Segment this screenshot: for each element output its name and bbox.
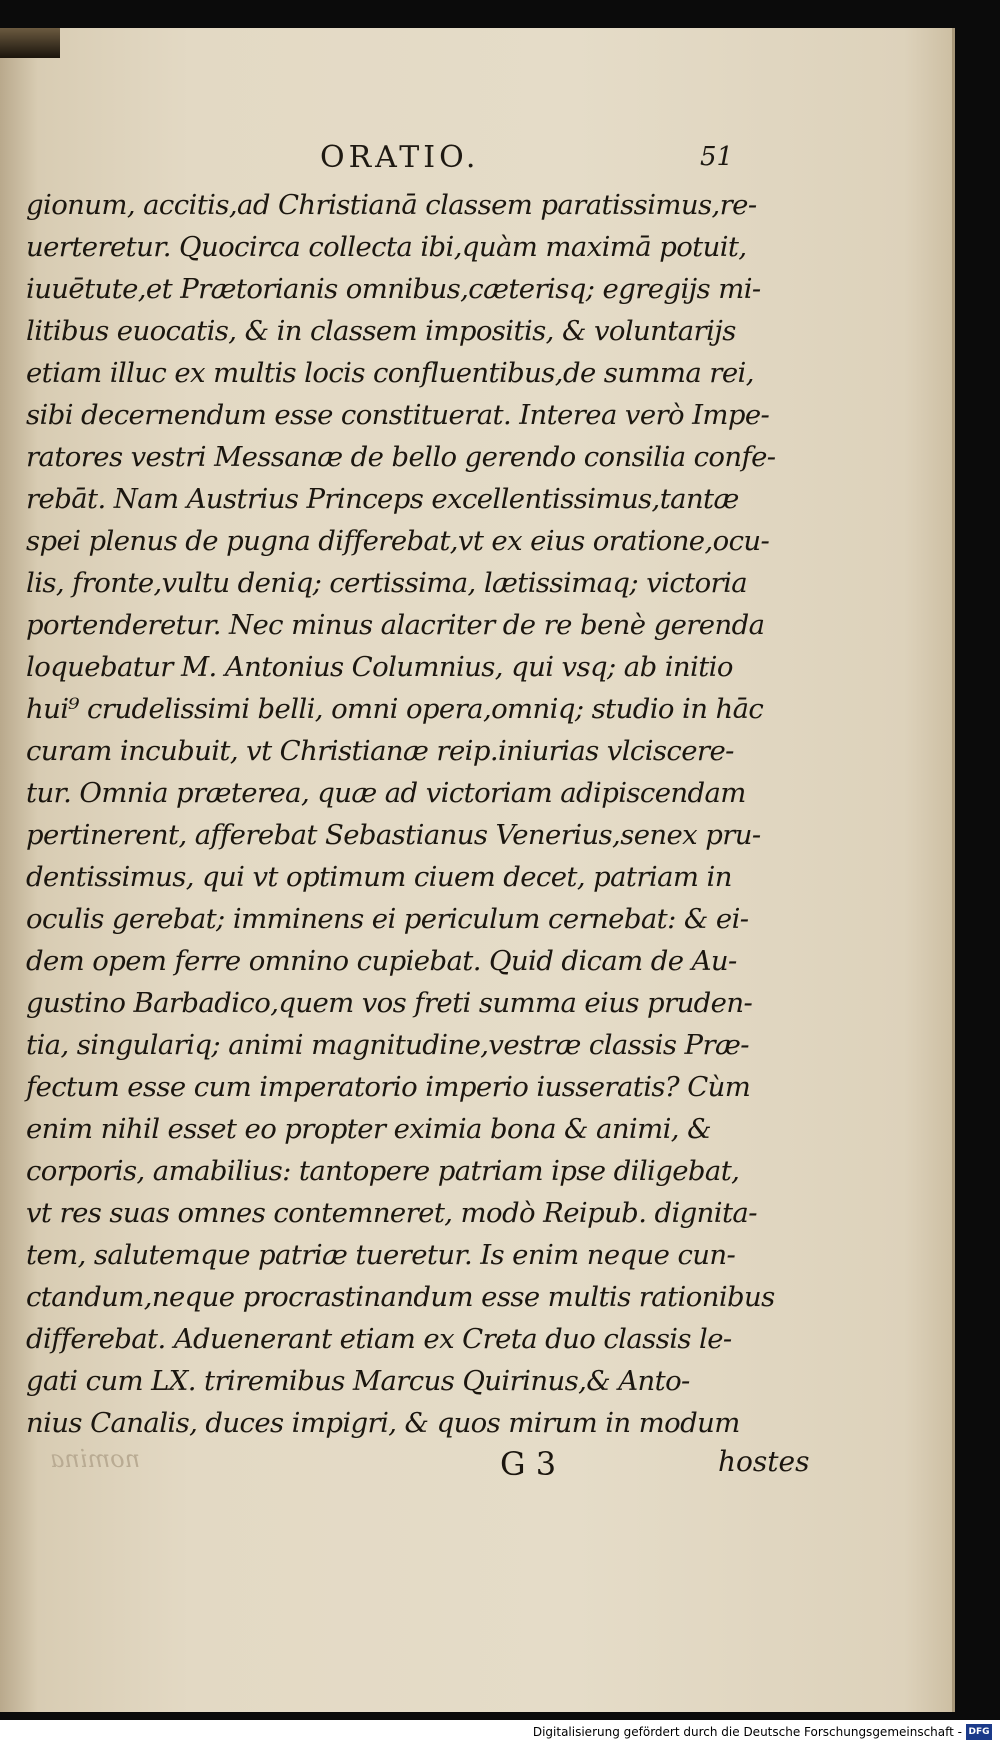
text-line: enim nihil esset eo propter eximia bona & animi, & <box>26 1113 711 1145</box>
text-line: corporis, amabilius: tantopere patriam ipse diligebat, <box>26 1155 740 1187</box>
text-line: fectum esse cum imperatorio imperio iusseratis? Cùm <box>26 1071 751 1103</box>
text-line: dentissimus, qui vt optimum ciuem decet, patriam in <box>26 861 732 893</box>
text-line: dem opem ferre omnino cupiebat. Quid dicam de Au- <box>26 945 737 977</box>
text-line: oculis gerebat; imminens ei periculum cernebat: & ei- <box>26 903 749 935</box>
text-line: rebāt. Nam Austrius Princeps excellentissimus,tantæ <box>26 483 739 515</box>
text-line: etiam illuc ex multis locis confluentibus,de summa rei, <box>26 357 754 389</box>
dfg-logo-icon: DFG <box>966 1724 992 1740</box>
text-line: loquebatur M. Antonius Columnius, qui vsq; ab initio <box>26 651 733 683</box>
text-line: tur. Omnia præterea, quæ ad victoriam adipiscendam <box>26 777 746 809</box>
text-line: ratores vestri Messanæ de bello gerendo consilia confe- <box>26 441 776 473</box>
text-line: spei plenus de pugna differebat,vt ex eius oratione,ocu- <box>26 525 770 557</box>
show-through-text: nomina <box>50 1445 141 1473</box>
text-line: tia, singulariq; animi magnitudine,vestræ classis Præ- <box>26 1029 749 1061</box>
text-line: gati cum LX. triremibus Marcus Quirinus,& Anto- <box>26 1365 690 1397</box>
text-line: nius Canalis, duces impigri, & quos mirum in modum <box>26 1407 740 1439</box>
text-line: vt res suas omnes contemneret, modò Reipub. dignita- <box>26 1197 757 1229</box>
text-line: gustino Barbadico,quem vos freti summa eius pruden- <box>26 987 753 1019</box>
text-line: iuuētute,et Prætorianis omnibus,cæterisq; egregijs mi- <box>26 273 761 305</box>
text-line: pertinerent, afferebat Sebastianus Venerius,senex pru- <box>26 819 761 851</box>
body-text <box>26 184 796 1444</box>
funding-credit: Digitalisierung gefördert durch die Deutsche Forschungsgemeinschaft - <box>532 1725 962 1739</box>
text-line: ctandum,neque procrastinandum esse multis rationibus <box>26 1281 775 1313</box>
signature-mark: G 3 <box>500 1445 557 1483</box>
text-line: differebat. Aduenerant etiam ex Creta duo classis le- <box>26 1323 732 1355</box>
text-line: tem, salutemque patriæ tueretur. Is enim neque cun- <box>26 1239 736 1271</box>
page-corner <box>0 28 60 58</box>
text-line: uerteretur. Quocirca collecta ibi,quàm maximā potuit, <box>26 231 747 263</box>
text-line: litibus euocatis, & in classem impositis, & voluntarijs <box>26 315 736 347</box>
text-line: hui⁹ crudelissimi belli, omni opera,omniq; studio in hāc <box>26 693 764 725</box>
text-line: sibi decernendum esse constituerat. Interea verò Impe- <box>26 399 770 431</box>
text-line: gionum, accitis,ad Christianā classem paratissimus,re- <box>26 189 757 221</box>
running-head: ORATIO. <box>320 140 480 175</box>
text-line: portenderetur. Nec minus alacriter de re benè gerenda <box>26 609 765 641</box>
page-number: 51 <box>700 142 734 172</box>
catchword: hostes <box>718 1445 810 1478</box>
text-line: curam incubuit, vt Christianæ reip.iniurias vlciscere- <box>26 735 734 767</box>
text-line: lis, fronte,vultu deniq; certissima, lætissimaq; victoria <box>26 567 748 599</box>
